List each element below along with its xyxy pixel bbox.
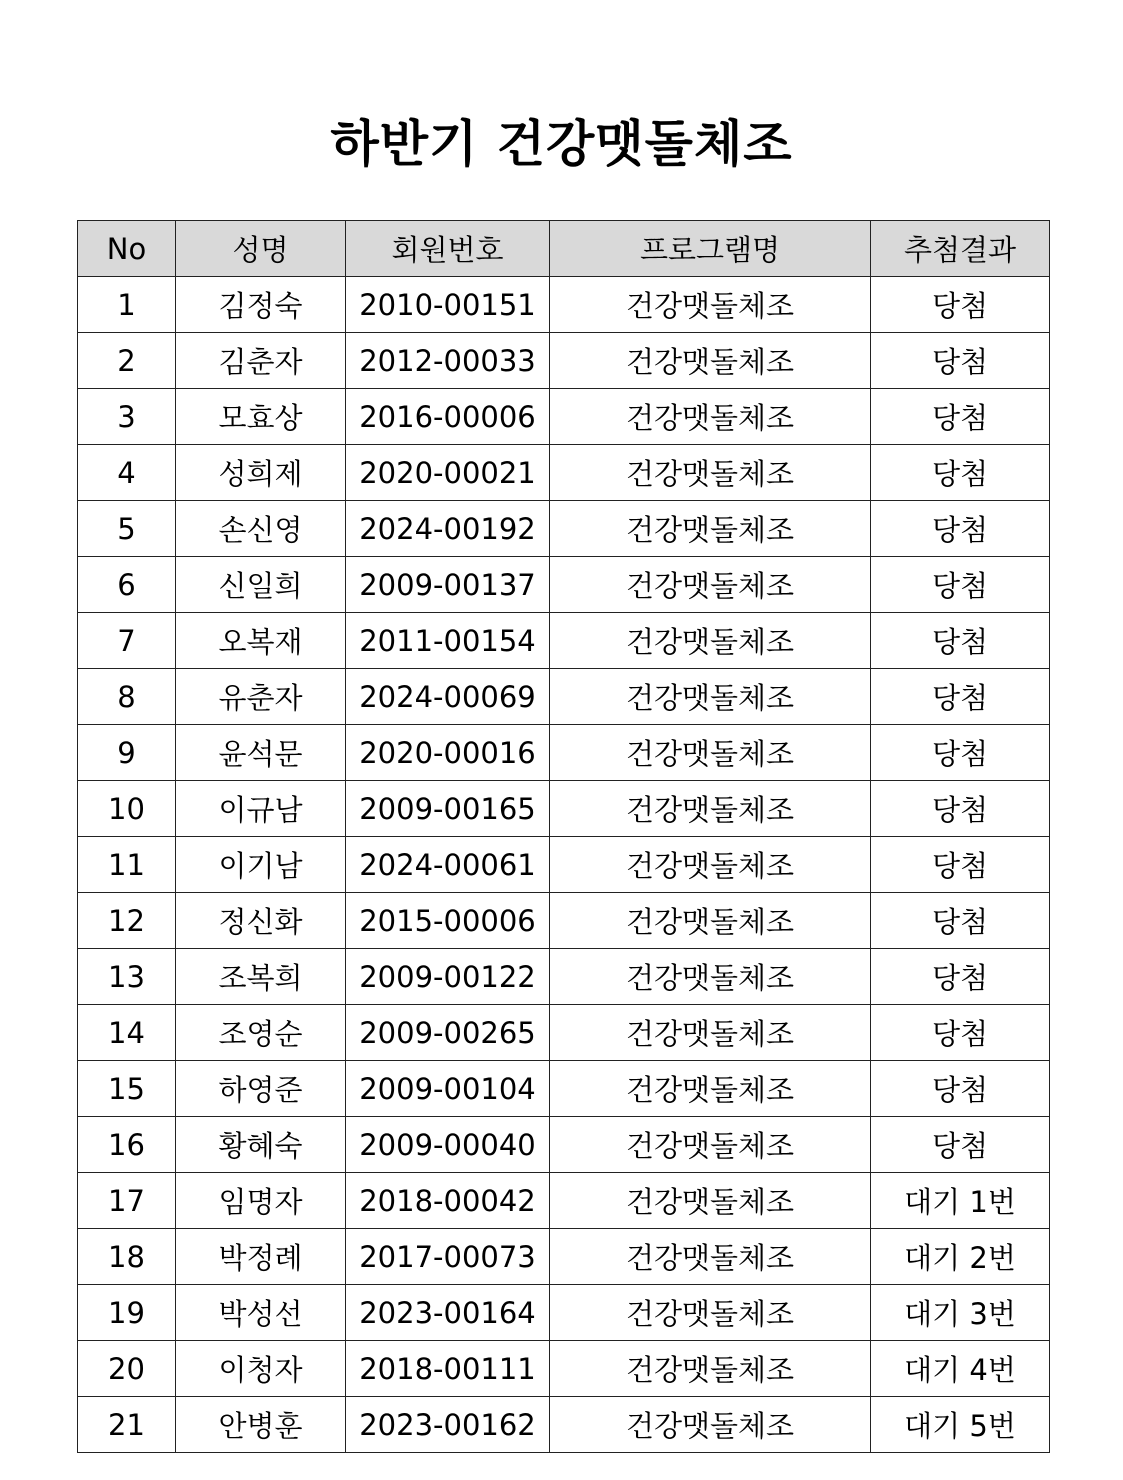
- cell-name: 모효상: [176, 389, 346, 445]
- table-header-row: [78, 221, 1050, 277]
- cell-name: 정신화: [176, 893, 346, 949]
- cell-no: 6: [78, 557, 176, 613]
- cell-draw-result: 당첨: [871, 1005, 1050, 1061]
- table-row: [78, 1173, 1050, 1229]
- table-row: [78, 949, 1050, 1005]
- cell-draw-result: 당첨: [871, 837, 1050, 893]
- cell-program-name: 건강맷돌체조: [550, 725, 871, 781]
- cell-name: 신일희: [176, 557, 346, 613]
- cell-no: 16: [78, 1117, 176, 1173]
- cell-no: 18: [78, 1229, 176, 1285]
- cell-no: 13: [78, 949, 176, 1005]
- table-row: [78, 277, 1050, 333]
- cell-draw-result: 당첨: [871, 893, 1050, 949]
- header-program-name: 프로그램명: [550, 221, 871, 277]
- cell-name: 이기남: [176, 837, 346, 893]
- cell-no: 15: [78, 1061, 176, 1117]
- cell-name: 이청자: [176, 1341, 346, 1397]
- cell-name: 이규남: [176, 781, 346, 837]
- cell-draw-result: 대기 3번: [871, 1285, 1050, 1341]
- cell-program-name: 건강맷돌체조: [550, 1173, 871, 1229]
- table-row: [78, 1061, 1050, 1117]
- table-row: [78, 1117, 1050, 1173]
- cell-program-name: 건강맷돌체조: [550, 1285, 871, 1341]
- cell-program-name: 건강맷돌체조: [550, 1341, 871, 1397]
- cell-member-number: 2020-00021: [346, 445, 550, 501]
- cell-no: 10: [78, 781, 176, 837]
- cell-no: 20: [78, 1341, 176, 1397]
- cell-program-name: 건강맷돌체조: [550, 1005, 871, 1061]
- table-row: [78, 389, 1050, 445]
- table-row: [78, 1229, 1050, 1285]
- cell-member-number: 2018-00111: [346, 1341, 550, 1397]
- cell-member-number: 2023-00164: [346, 1285, 550, 1341]
- cell-no: 4: [78, 445, 176, 501]
- cell-member-number: 2009-00137: [346, 557, 550, 613]
- cell-draw-result: 당첨: [871, 389, 1050, 445]
- cell-member-number: 2009-00040: [346, 1117, 550, 1173]
- cell-member-number: 2016-00006: [346, 389, 550, 445]
- cell-draw-result: 당첨: [871, 669, 1050, 725]
- cell-member-number: 2012-00033: [346, 333, 550, 389]
- cell-name: 안병훈: [176, 1397, 346, 1453]
- cell-program-name: 건강맷돌체조: [550, 669, 871, 725]
- header-name: 성명: [176, 221, 346, 277]
- cell-draw-result: 당첨: [871, 613, 1050, 669]
- cell-program-name: 건강맷돌체조: [550, 781, 871, 837]
- table-row: [78, 1005, 1050, 1061]
- cell-no: 8: [78, 669, 176, 725]
- header-draw-result: 추첨결과: [871, 221, 1050, 277]
- cell-no: 17: [78, 1173, 176, 1229]
- cell-draw-result: 당첨: [871, 725, 1050, 781]
- cell-draw-result: 당첨: [871, 1117, 1050, 1173]
- header-member-number: 회원번호: [346, 221, 550, 277]
- cell-program-name: 건강맷돌체조: [550, 501, 871, 557]
- cell-program-name: 건강맷돌체조: [550, 1229, 871, 1285]
- cell-draw-result: 당첨: [871, 445, 1050, 501]
- cell-member-number: 2009-00265: [346, 1005, 550, 1061]
- cell-member-number: 2009-00165: [346, 781, 550, 837]
- cell-name: 김정숙: [176, 277, 346, 333]
- cell-program-name: 건강맷돌체조: [550, 389, 871, 445]
- cell-no: 19: [78, 1285, 176, 1341]
- header-no: No: [78, 221, 176, 277]
- table-row: [78, 669, 1050, 725]
- cell-program-name: 건강맷돌체조: [550, 1397, 871, 1453]
- page-title: 하반기 건강맷돌체조: [330, 114, 793, 173]
- cell-draw-result: 당첨: [871, 333, 1050, 389]
- cell-no: 2: [78, 333, 176, 389]
- table-row: [78, 837, 1050, 893]
- cell-no: 9: [78, 725, 176, 781]
- cell-program-name: 건강맷돌체조: [550, 445, 871, 501]
- cell-draw-result: 당첨: [871, 557, 1050, 613]
- cell-no: 3: [78, 389, 176, 445]
- cell-name: 조영순: [176, 1005, 346, 1061]
- cell-member-number: 2018-00042: [346, 1173, 550, 1229]
- cell-program-name: 건강맷돌체조: [550, 893, 871, 949]
- table-row: [78, 725, 1050, 781]
- cell-name: 황혜숙: [176, 1117, 346, 1173]
- cell-name: 임명자: [176, 1173, 346, 1229]
- cell-member-number: 2010-00151: [346, 277, 550, 333]
- cell-name: 유춘자: [176, 669, 346, 725]
- table-row: [78, 893, 1050, 949]
- cell-no: 7: [78, 613, 176, 669]
- cell-member-number: 2024-00192: [346, 501, 550, 557]
- cell-name: 김춘자: [176, 333, 346, 389]
- lottery-result-table: [77, 220, 1050, 1453]
- cell-member-number: 2023-00162: [346, 1397, 550, 1453]
- cell-member-number: 2011-00154: [346, 613, 550, 669]
- cell-draw-result: 당첨: [871, 277, 1050, 333]
- cell-name: 성희제: [176, 445, 346, 501]
- cell-program-name: 건강맷돌체조: [550, 333, 871, 389]
- cell-draw-result: 당첨: [871, 949, 1050, 1005]
- cell-no: 12: [78, 893, 176, 949]
- table-row: [78, 613, 1050, 669]
- cell-draw-result: 당첨: [871, 781, 1050, 837]
- cell-member-number: 2024-00069: [346, 669, 550, 725]
- cell-no: 11: [78, 837, 176, 893]
- cell-draw-result: 당첨: [871, 501, 1050, 557]
- cell-member-number: 2009-00122: [346, 949, 550, 1005]
- cell-name: 하영준: [176, 1061, 346, 1117]
- cell-program-name: 건강맷돌체조: [550, 557, 871, 613]
- cell-draw-result: 대기 1번: [871, 1173, 1050, 1229]
- table-row: [78, 1285, 1050, 1341]
- cell-no: 14: [78, 1005, 176, 1061]
- cell-program-name: 건강맷돌체조: [550, 277, 871, 333]
- cell-no: 21: [78, 1397, 176, 1453]
- cell-no: 5: [78, 501, 176, 557]
- table-row: [78, 781, 1050, 837]
- cell-program-name: 건강맷돌체조: [550, 1117, 871, 1173]
- cell-member-number: 2017-00073: [346, 1229, 550, 1285]
- cell-program-name: 건강맷돌체조: [550, 1061, 871, 1117]
- table-row: [78, 445, 1050, 501]
- cell-member-number: 2015-00006: [346, 893, 550, 949]
- cell-program-name: 건강맷돌체조: [550, 837, 871, 893]
- table-row: [78, 1397, 1050, 1453]
- table-row: [78, 501, 1050, 557]
- cell-draw-result: 대기 2번: [871, 1229, 1050, 1285]
- cell-draw-result: 당첨: [871, 1061, 1050, 1117]
- cell-program-name: 건강맷돌체조: [550, 613, 871, 669]
- cell-no: 1: [78, 277, 176, 333]
- cell-draw-result: 대기 5번: [871, 1397, 1050, 1453]
- cell-name: 조복희: [176, 949, 346, 1005]
- cell-member-number: 2024-00061: [346, 837, 550, 893]
- cell-member-number: 2020-00016: [346, 725, 550, 781]
- cell-program-name: 건강맷돌체조: [550, 949, 871, 1005]
- cell-draw-result: 대기 4번: [871, 1341, 1050, 1397]
- table-row: [78, 1341, 1050, 1397]
- cell-name: 박정례: [176, 1229, 346, 1285]
- table-body: [78, 277, 1050, 1453]
- cell-name: 박성선: [176, 1285, 346, 1341]
- cell-name: 오복재: [176, 613, 346, 669]
- cell-member-number: 2009-00104: [346, 1061, 550, 1117]
- table-row: [78, 333, 1050, 389]
- cell-name: 윤석문: [176, 725, 346, 781]
- cell-name: 손신영: [176, 501, 346, 557]
- table-row: [78, 557, 1050, 613]
